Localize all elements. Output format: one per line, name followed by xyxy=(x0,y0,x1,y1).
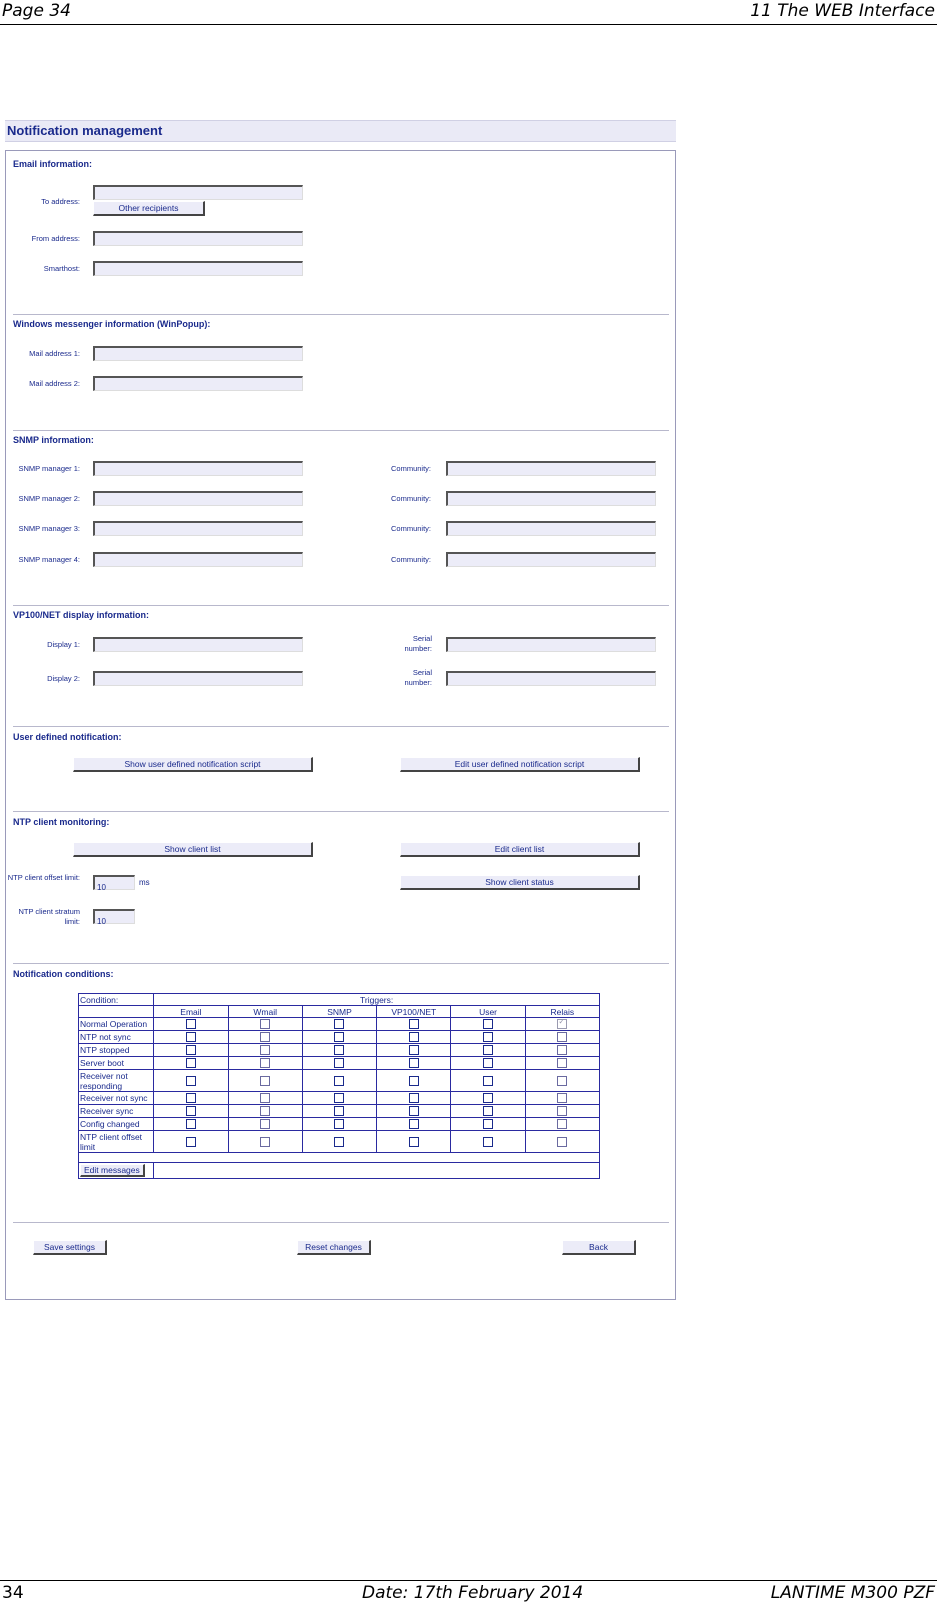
mail-address-1-label: Mail address 1: xyxy=(29,349,80,358)
trigger-cell xyxy=(302,1105,376,1118)
trigger-cell xyxy=(228,1105,302,1118)
trigger-cell xyxy=(228,1031,302,1044)
community-4-input[interactable] xyxy=(446,552,656,567)
divider xyxy=(13,963,669,964)
reset-changes-button[interactable]: Reset changes xyxy=(297,1240,371,1255)
trigger-cell xyxy=(451,1118,525,1131)
display-1-input[interactable] xyxy=(93,637,303,652)
winpopup-section-title: Windows messenger information (WinPopup): xyxy=(13,319,211,329)
condition-name: Server boot xyxy=(79,1057,154,1070)
trigger-cell xyxy=(377,1105,451,1118)
table-row xyxy=(79,1092,600,1105)
snmp-manager-1-input[interactable] xyxy=(93,461,303,476)
trigger-cell xyxy=(525,1031,599,1044)
page-number-footer: 34 xyxy=(2,1583,24,1603)
trigger-cell xyxy=(451,1131,525,1153)
trigger-checkbox[interactable] xyxy=(409,1076,419,1086)
serial-number-1-input[interactable] xyxy=(446,637,656,652)
community-2-input[interactable] xyxy=(446,491,656,506)
trigger-cell xyxy=(302,1018,376,1031)
snmp-manager-2-label: SNMP manager 2: xyxy=(18,494,80,503)
user-defined-section-title: User defined notification: xyxy=(13,732,122,742)
trigger-cell xyxy=(525,1044,599,1057)
trigger-checkbox[interactable] xyxy=(260,1119,270,1129)
trigger-cell xyxy=(228,1131,302,1153)
product-name: LANTIME M300 PZF xyxy=(770,1583,935,1603)
trigger-checkbox[interactable] xyxy=(409,1119,419,1129)
trigger-checkbox[interactable] xyxy=(557,1058,567,1068)
table-row xyxy=(79,1057,600,1070)
empty-cell xyxy=(79,1006,154,1018)
trigger-checkbox[interactable] xyxy=(186,1019,196,1029)
trigger-checkbox[interactable] xyxy=(260,1045,270,1055)
trigger-checkbox[interactable] xyxy=(260,1137,270,1147)
trigger-cell xyxy=(228,1018,302,1031)
trigger-cell xyxy=(451,1057,525,1070)
trigger-cell xyxy=(525,1092,599,1105)
trigger-checkbox[interactable] xyxy=(260,1076,270,1086)
title-bar xyxy=(5,120,676,142)
trigger-cell xyxy=(302,1031,376,1044)
trigger-checkbox[interactable] xyxy=(557,1076,567,1086)
snmp-manager-2-input[interactable] xyxy=(93,491,303,506)
divider xyxy=(13,430,669,431)
edit-script-button[interactable]: Edit user defined notification script xyxy=(400,757,640,772)
trigger-cell xyxy=(228,1092,302,1105)
mail-address-2-input[interactable] xyxy=(93,376,303,391)
trigger-cell xyxy=(228,1044,302,1057)
trigger-checkbox[interactable] xyxy=(334,1106,344,1116)
trigger-checkbox[interactable] xyxy=(483,1032,493,1042)
trigger-checkbox[interactable] xyxy=(483,1106,493,1116)
divider xyxy=(13,811,669,812)
condition-name: Receiver not responding xyxy=(79,1070,154,1092)
trigger-cell xyxy=(377,1044,451,1057)
trigger-cell xyxy=(525,1131,599,1153)
table-row xyxy=(79,1105,600,1118)
table-row xyxy=(79,1070,600,1092)
trigger-cell xyxy=(377,1131,451,1153)
notification-form xyxy=(5,150,676,1300)
divider xyxy=(13,1222,669,1223)
trigger-cell xyxy=(154,1092,228,1105)
edit-messages-row xyxy=(79,1163,600,1179)
trigger-checkbox[interactable] xyxy=(260,1032,270,1042)
trigger-checkbox[interactable] xyxy=(334,1045,344,1055)
to-address-label: To address: xyxy=(41,197,80,206)
trigger-cell xyxy=(302,1131,376,1153)
trigger-checkbox[interactable] xyxy=(409,1106,419,1116)
page-number-header: Page 34 xyxy=(2,1,71,21)
edit-messages-cell xyxy=(79,1163,154,1179)
trigger-cell xyxy=(377,1118,451,1131)
triggers-header: Triggers: xyxy=(154,994,600,1006)
community-3-input[interactable] xyxy=(446,521,656,536)
trigger-cell xyxy=(154,1105,228,1118)
serial-number-1-label: Serial number: xyxy=(404,634,432,653)
column-header: Wmail xyxy=(228,1006,302,1018)
trigger-cell xyxy=(228,1118,302,1131)
trigger-cell xyxy=(228,1057,302,1070)
community-4-label: Community: xyxy=(390,555,431,564)
trigger-cell xyxy=(302,1070,376,1092)
trigger-cell xyxy=(377,1018,451,1031)
trigger-checkbox[interactable] xyxy=(260,1106,270,1116)
trigger-checkbox[interactable] xyxy=(483,1119,493,1129)
trigger-cell xyxy=(377,1031,451,1044)
trigger-checkbox[interactable] xyxy=(186,1106,196,1116)
column-header: User xyxy=(451,1006,525,1018)
spacer-row xyxy=(79,1153,600,1163)
back-button[interactable]: Back xyxy=(562,1240,636,1255)
table-header-row xyxy=(79,994,600,1006)
serial-number-2-input[interactable] xyxy=(446,671,656,686)
condition-name: NTP stopped xyxy=(79,1044,154,1057)
vp100-section-title: VP100/NET display information: xyxy=(13,610,150,620)
trigger-checkbox[interactable] xyxy=(334,1019,344,1029)
display-2-input[interactable] xyxy=(93,671,303,686)
trigger-cell xyxy=(451,1105,525,1118)
trigger-checkbox[interactable] xyxy=(557,1137,567,1147)
to-address-input[interactable] xyxy=(93,185,303,200)
community-1-input[interactable] xyxy=(446,461,656,476)
trigger-checkbox[interactable] xyxy=(483,1019,493,1029)
trigger-cell xyxy=(302,1092,376,1105)
snmp-section-title: SNMP information: xyxy=(13,435,94,445)
trigger-cell xyxy=(228,1070,302,1092)
table-row xyxy=(79,1018,600,1031)
table-row xyxy=(79,1131,600,1153)
other-recipients-button[interactable]: Other recipients xyxy=(93,201,205,216)
trigger-checkbox[interactable] xyxy=(409,1045,419,1055)
trigger-cell xyxy=(525,1057,599,1070)
table-row xyxy=(79,1118,600,1131)
trigger-checkbox[interactable] xyxy=(409,1032,419,1042)
trigger-checkbox[interactable] xyxy=(409,1093,419,1103)
trigger-cell xyxy=(154,1044,228,1057)
condition-name: NTP client offset limit xyxy=(79,1131,154,1153)
table-row xyxy=(79,1044,600,1057)
trigger-cell xyxy=(154,1118,228,1131)
display-1-label: Display 1: xyxy=(47,640,80,649)
snmp-manager-1-label: SNMP manager 1: xyxy=(18,464,80,473)
column-header-row xyxy=(79,1006,600,1018)
community-3-label: Community: xyxy=(390,524,431,533)
trigger-checkbox[interactable] xyxy=(557,1019,567,1029)
stratum-limit-input[interactable] xyxy=(93,909,135,924)
trigger-checkbox[interactable] xyxy=(483,1058,493,1068)
show-script-button[interactable]: Show user defined notification script xyxy=(73,757,313,772)
offset-unit: ms xyxy=(139,878,150,887)
stratum-limit-label: NTP client stratum limit: xyxy=(18,907,80,926)
trigger-checkbox[interactable] xyxy=(260,1019,270,1029)
trigger-cell xyxy=(451,1018,525,1031)
trigger-checkbox[interactable] xyxy=(186,1119,196,1129)
trigger-checkbox[interactable] xyxy=(186,1076,196,1086)
trigger-checkbox[interactable] xyxy=(557,1106,567,1116)
trigger-checkbox[interactable] xyxy=(409,1019,419,1029)
trigger-checkbox[interactable] xyxy=(186,1032,196,1042)
trigger-cell xyxy=(525,1105,599,1118)
trigger-cell xyxy=(302,1044,376,1057)
trigger-checkbox[interactable] xyxy=(334,1119,344,1129)
mail-address-2-label: Mail address 2: xyxy=(29,379,80,388)
offset-limit-label: NTP client offset limit: xyxy=(7,873,80,882)
trigger-checkbox[interactable] xyxy=(557,1093,567,1103)
trigger-checkbox[interactable] xyxy=(409,1058,419,1068)
trigger-checkbox[interactable] xyxy=(557,1032,567,1042)
trigger-checkbox[interactable] xyxy=(483,1093,493,1103)
trigger-checkbox[interactable] xyxy=(483,1076,493,1086)
stratum-limit-value: 10 xyxy=(97,917,106,926)
mail-address-1-input[interactable] xyxy=(93,346,303,361)
trigger-cell xyxy=(525,1070,599,1092)
column-header: Email xyxy=(154,1006,228,1018)
column-header: VP100/NET xyxy=(377,1006,451,1018)
trigger-cell xyxy=(377,1070,451,1092)
ntp-client-section-title: NTP client monitoring: xyxy=(13,817,110,827)
trigger-checkbox[interactable] xyxy=(334,1076,344,1086)
trigger-cell xyxy=(302,1057,376,1070)
condition-name: Receiver sync xyxy=(79,1105,154,1118)
from-address-input[interactable] xyxy=(93,231,303,246)
trigger-checkbox[interactable] xyxy=(260,1058,270,1068)
trigger-checkbox[interactable] xyxy=(186,1093,196,1103)
trigger-cell xyxy=(154,1070,228,1092)
community-2-label: Community: xyxy=(390,494,431,503)
trigger-cell xyxy=(451,1092,525,1105)
trigger-cell xyxy=(451,1031,525,1044)
trigger-checkbox[interactable] xyxy=(483,1137,493,1147)
trigger-checkbox[interactable] xyxy=(334,1032,344,1042)
table-row xyxy=(79,1031,600,1044)
trigger-cell xyxy=(525,1018,599,1031)
smarthost-label: Smarthost: xyxy=(43,264,80,273)
show-client-list-button[interactable]: Show client list xyxy=(73,842,313,857)
snmp-manager-4-input[interactable] xyxy=(93,552,303,567)
trigger-cell xyxy=(154,1131,228,1153)
trigger-cell xyxy=(377,1092,451,1105)
serial-number-2-label: Serial number: xyxy=(404,668,432,687)
trigger-checkbox[interactable] xyxy=(186,1058,196,1068)
trigger-checkbox[interactable] xyxy=(557,1045,567,1055)
display-2-label: Display 2: xyxy=(47,674,80,683)
trigger-cell xyxy=(154,1031,228,1044)
condition-name: Config changed xyxy=(79,1118,154,1131)
divider xyxy=(13,605,669,606)
trigger-cell xyxy=(377,1057,451,1070)
page-header xyxy=(0,0,937,25)
condition-name: Receiver not sync xyxy=(79,1092,154,1105)
trigger-checkbox[interactable] xyxy=(409,1137,419,1147)
trigger-cell xyxy=(451,1044,525,1057)
condition-name: Normal Operation xyxy=(79,1018,154,1031)
edit-client-list-button[interactable]: Edit client list xyxy=(400,842,640,857)
spacer-cell xyxy=(79,1153,600,1163)
divider xyxy=(13,314,669,315)
trigger-checkbox[interactable] xyxy=(260,1093,270,1103)
trigger-cell xyxy=(525,1118,599,1131)
smarthost-input[interactable] xyxy=(93,261,303,276)
chapter-title: 11 The WEB Interface xyxy=(750,1,935,21)
email-section-title: Email information: xyxy=(13,159,93,169)
offset-limit-value: 10 xyxy=(97,883,106,892)
trigger-checkbox[interactable] xyxy=(483,1045,493,1055)
community-1-label: Community: xyxy=(390,464,431,473)
trigger-checkbox[interactable] xyxy=(186,1137,196,1147)
trigger-checkbox[interactable] xyxy=(334,1093,344,1103)
conditions-table xyxy=(78,993,600,1179)
offset-limit-input[interactable] xyxy=(93,875,135,890)
trigger-cell xyxy=(451,1070,525,1092)
trigger-checkbox[interactable] xyxy=(557,1119,567,1129)
condition-name: NTP not sync xyxy=(79,1031,154,1044)
document-date: Date: 17th February 2014 xyxy=(362,1583,584,1603)
from-address-label: From address: xyxy=(31,234,80,243)
snmp-manager-3-label: SNMP manager 3: xyxy=(18,524,80,533)
trigger-checkbox[interactable] xyxy=(186,1045,196,1055)
trigger-cell xyxy=(154,1018,228,1031)
edit-messages-button[interactable]: Edit messages xyxy=(80,1164,145,1177)
condition-header: Condition: xyxy=(79,994,154,1006)
conditions-section-title: Notification conditions: xyxy=(13,969,114,979)
trigger-cell xyxy=(154,1057,228,1070)
trigger-checkbox[interactable] xyxy=(334,1058,344,1068)
page-footer xyxy=(0,1580,937,1603)
condition-rows xyxy=(79,1018,600,1153)
column-header: SNMP xyxy=(302,1006,376,1018)
show-client-status-button[interactable]: Show client status xyxy=(400,875,640,890)
snmp-manager-3-input[interactable] xyxy=(93,521,303,536)
empty-cell xyxy=(154,1163,600,1179)
trigger-cell xyxy=(302,1118,376,1131)
snmp-manager-4-label: SNMP manager 4: xyxy=(18,555,80,564)
save-settings-button[interactable]: Save settings xyxy=(33,1240,107,1255)
notification-screenshot xyxy=(5,120,678,1300)
divider xyxy=(13,726,669,727)
trigger-checkbox[interactable] xyxy=(334,1137,344,1147)
page-title: Notification management xyxy=(7,123,163,138)
column-header: Relais xyxy=(525,1006,599,1018)
